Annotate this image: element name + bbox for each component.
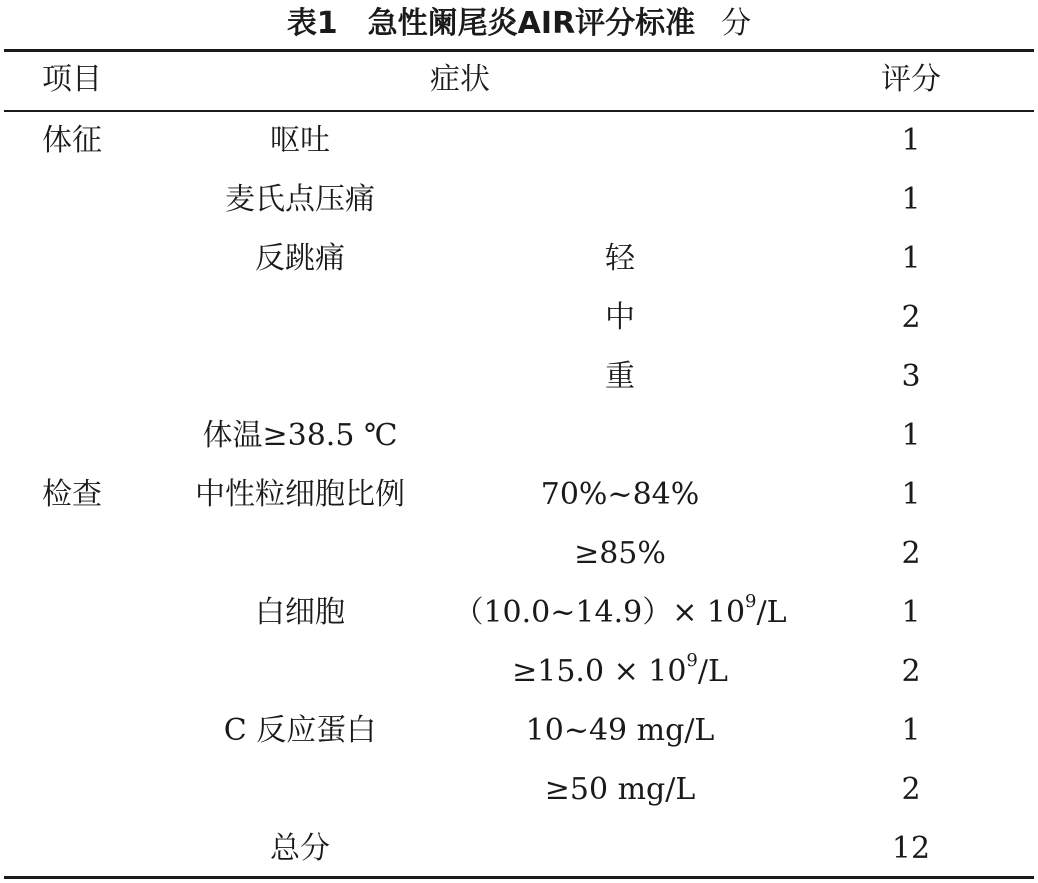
header-score: 评分 (881, 62, 941, 97)
row-score: 1 (901, 123, 921, 158)
row-symptom: 呕吐 (270, 123, 330, 158)
row-score: 2 (901, 654, 921, 689)
severity-unit: /L (697, 654, 728, 689)
bottom-rule (4, 876, 1034, 879)
row-symptom: 体温≥38.5 ℃ (202, 418, 398, 453)
row-symptom: 白细胞 (255, 595, 345, 630)
row-severity: 中 (605, 300, 635, 335)
table-unit: 分 (721, 6, 752, 41)
row-severity: 轻 (605, 241, 635, 276)
top-rule (4, 49, 1034, 52)
severity-exponent: 9 (686, 650, 698, 671)
severity-base: （10.0~14.9）× 10 (453, 595, 746, 630)
header-rule (4, 110, 1034, 112)
row-score: 1 (901, 182, 921, 217)
row-score: 1 (901, 713, 921, 748)
row-score: 1 (901, 418, 921, 453)
severity-base: ≥15.0 × 10 (512, 654, 687, 689)
table-caption (0, 4, 1038, 44)
row-score: 2 (901, 772, 921, 807)
header-symptom: 症状 (430, 62, 490, 97)
row-severity: ≥85% (574, 536, 666, 571)
row-score: 3 (901, 359, 921, 394)
row-symptom: 麦氏点压痛 (225, 182, 375, 217)
row-symptom: 中性粒细胞比例 (195, 477, 405, 512)
row-score: 1 (901, 241, 921, 276)
table-title: 表1 急性阑尾炎AIR评分标准 (286, 6, 696, 41)
row-symptom: 反跳痛 (255, 241, 345, 276)
row-symptom: C 反应蛋白 (223, 713, 377, 748)
row-severity (512, 652, 728, 692)
row-severity (453, 593, 786, 633)
row-score: 2 (901, 300, 921, 335)
total-label: 总分 (270, 831, 330, 866)
severity-unit: /L (756, 595, 787, 630)
severity-exponent: 9 (745, 591, 757, 612)
row-item: 检查 (42, 477, 102, 512)
row-score: 1 (901, 595, 921, 630)
row-severity: 70%~84% (540, 477, 700, 512)
row-item: 体征 (42, 123, 102, 158)
row-severity: ≥50 mg/L (544, 772, 696, 807)
row-score: 1 (901, 477, 921, 512)
row-severity: 10~49 mg/L (525, 713, 715, 748)
row-score: 2 (901, 536, 921, 571)
total-score: 12 (891, 831, 931, 866)
header-item: 项目 (42, 62, 102, 97)
row-severity: 重 (605, 359, 635, 394)
